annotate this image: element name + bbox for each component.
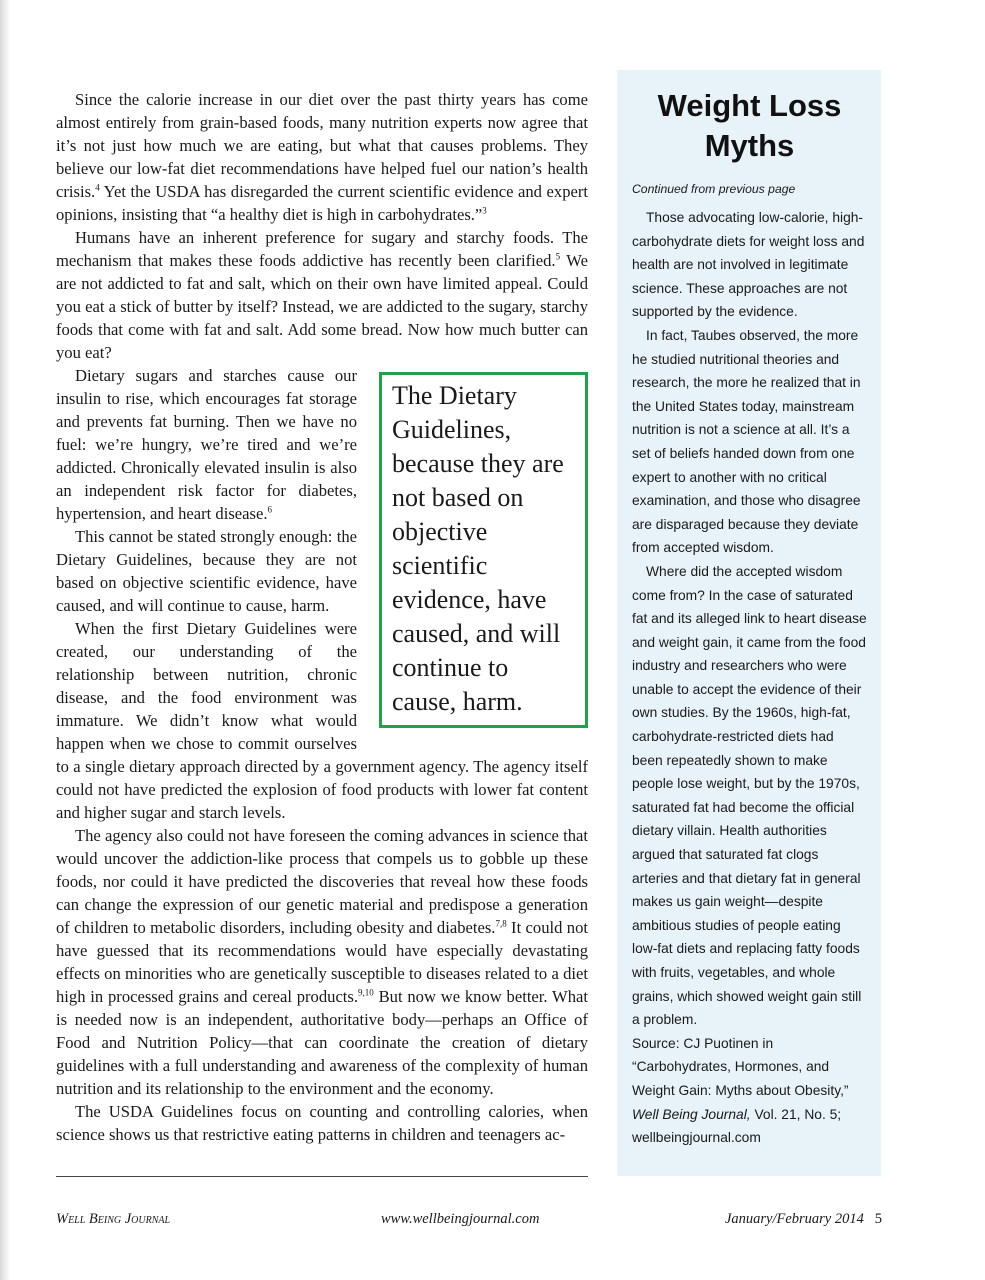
continued-note: Continued from previous page (632, 182, 796, 196)
footer-journal-name: Well Being Journal (56, 1211, 171, 1227)
article-paragraph-4: This cannot be stated strongly enough: the Dietary Guidelines, because they are not based on objective scientific evidence, have caused, and will continue to cause, harm. (56, 527, 357, 615)
footer-url: www.wellbeingjournal.com (381, 1211, 540, 1227)
page-footer (56, 1211, 882, 1235)
page-edge-shadow (0, 0, 10, 1280)
article-paragraph-2: Humans have an inherent preference for sugary and starchy foods. The mechanism that makes these foods addictive has recently been clarified.$^5$ We are not addicted to fat and salt, which on their own have limited appeal. Could you eat a stick of butter by itself? Instead, we are addicted to the sugary, starchy foods that come with fat and salt. Add some bread. Now how much butter can you eat? (56, 228, 588, 362)
article-paragraph-6: The agency also could not have foreseen the coming advances in science that would uncover the addiction-like process that compels us to gobble up these foods, nor could it have predicted the discoveries that reveal how these foods can change the expression of our genetic material and predispose a generation of children to metabolic disorders, including obesity and diabetes.$^{7,8}$ It could not have guessed that its recommendations would have especially devastating effects on minorities who are genetically susceptible to diseases related to a diet high in processed grains and cereal products.$^{9,10}$ But now we know better. What is needed now is an independent, authoritative body—perhaps an Office of Food and Nutrition Policy—that can coordinate the creation of dietary guidelines with a full understanding and awareness of the complexity of human nutrition and its relationship to the environment and the economy. (56, 826, 588, 1098)
source-journal: Well Being Journal, (632, 1106, 751, 1122)
sidebar-paragraph-2: In fact, Taubes observed, the more he studied nutritional theories and research, the more he realized that in the United States today, mainstream nutrition is not a science at all. It’s a set of beliefs handed down from one expert to another with no critical examination, and those who disagree are disparaged because they deviate from accepted wisdom. (632, 327, 861, 556)
sidebar-weight-loss-myths (617, 70, 881, 1176)
article-paragraph-1: Since the calorie increase in our diet over the past thirty years has come almost entirely from grain-based foods, many nutrition experts now agree that it’s not just how much we are eating, but what that causes problems. They believe our low-fat diet recommendations have helped fuel our nation’s health crisis.$^4$ Yet the USDA has disregarded the current scientific evidence and expert opinions, insisting that “a healthy diet is high in carbohydrates.”$^3$ (56, 90, 588, 224)
sidebar-source: Source: CJ Puotinen in “Carbohydrates, Hormones, and Weight Gain: Myths about Obesity,” Well Being Journal, Vol. 21, No. 5; wellbeingjournal.com (632, 1035, 849, 1146)
column-divider (56, 1176, 588, 1177)
footnote-ref: 7,8 (495, 918, 507, 929)
footer-issue-date: January/February 2014 (724, 1211, 864, 1227)
pull-quote: The Dietary Guidelines, because they are not based on objective scientific evidence, have caused, and will continue to cause, harm. (379, 372, 588, 728)
footnote-ref: 3 (482, 205, 487, 216)
sidebar-title: Weight Loss Myths (657, 88, 842, 163)
article-body (56, 88, 588, 1146)
page-number: 5 (874, 1211, 882, 1227)
article-paragraph-5: When the first Dietary Guidelines were created, our understanding of the relationship between nutrition, chronic disease, and the food environment was immature. We didn’t know what would happen when we chose to commit ourselves to a single dietary approach directed by a government agency. The agency itself could not have predicted the explosion of food products with lower fat content and higher sugar and starch levels. (56, 619, 588, 822)
article-paragraph-3: Dietary sugars and starches cause our insulin to rise, which encourages fat storage and prevents fat burning. Then we have no fuel: we’re hungry, we’re tired and we’re addicted. Chronically elevated insulin is also an independent risk factor for diabetes, hypertension, and heart disease.$^6$ (56, 366, 357, 523)
article-paragraph-7: The USDA Guidelines focus on counting and controlling calories, when science shows us that restrictive eating patterns in children and teenagers ac- (56, 1102, 588, 1144)
footer-issue (725, 1211, 882, 1228)
sidebar-paragraph-3: Where did the accepted wisdom come from? In the case of saturated fat and its alleged link to heart disease and weight gain, it came from the food industry and researchers who were unable to accept the evidence of their own studies. By the 1960s, high-fat, carbohydrate-restricted diets had been repeatedly shown to make people lose weight, but by the 1970s, saturated fat had become the official dietary villain. Health authorities argued that saturated fat clogs arteries and that dietary fat in general makes us gain weight—despite ambitious studies of people eating low-fat diets and replacing fatty foods with fruits, vegetables, and whole grains, which showed weight gain still a problem. (632, 563, 867, 1028)
footnote-ref: 9,10 (358, 987, 374, 998)
footnote-ref: 5 (555, 251, 561, 262)
sidebar-paragraph-1: Those advocating low-calorie, high-carbohydrate diets for weight loss and health are not involved in legitimate science. These approaches are not supported by the evidence. (632, 210, 865, 320)
footnote-ref: 4 (95, 182, 100, 193)
footnote-ref: 6 (267, 504, 272, 515)
